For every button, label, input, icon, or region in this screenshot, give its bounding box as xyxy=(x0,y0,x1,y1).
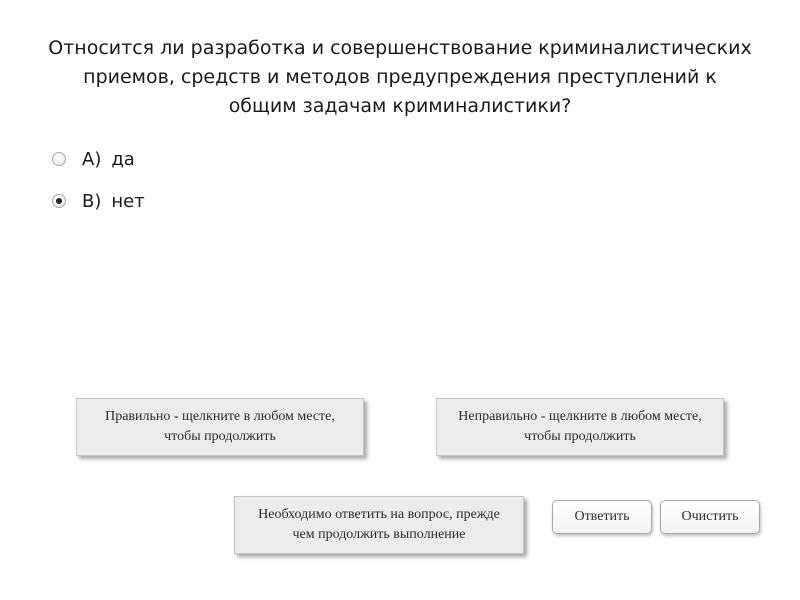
question-line: общим задачам криминалистики? xyxy=(228,95,572,117)
incorrect-feedback-line: чтобы продолжить xyxy=(524,429,636,444)
option-a-label: да xyxy=(111,148,135,170)
answer-required-box xyxy=(234,496,524,554)
correct-feedback-line: Правильно - щелкните в любом месте, xyxy=(105,409,335,424)
incorrect-feedback-box[interactable] xyxy=(436,398,724,456)
option-b[interactable] xyxy=(52,188,145,214)
question-line: приемов, средств и методов предупреждения преступлений к xyxy=(83,66,717,88)
option-b-letter: B) xyxy=(82,190,102,212)
correct-feedback-text xyxy=(105,407,335,447)
submit-button[interactable]: Ответить xyxy=(552,500,652,534)
incorrect-feedback-text xyxy=(458,407,702,447)
radio-option-b[interactable] xyxy=(52,194,66,208)
answer-required-line: чем продолжить выполнение xyxy=(292,527,466,542)
radio-option-a[interactable] xyxy=(52,152,66,166)
question-text xyxy=(30,34,770,121)
correct-feedback-box[interactable] xyxy=(76,398,364,456)
question-line: Относится ли разработка и совершенствование криминалистических xyxy=(48,37,752,59)
option-a-letter: A) xyxy=(82,148,102,170)
answer-required-line: Необходимо ответить на вопрос, прежде xyxy=(258,507,500,522)
option-b-label: нет xyxy=(111,190,145,212)
clear-button[interactable]: Очистить xyxy=(660,500,760,534)
correct-feedback-line: чтобы продолжить xyxy=(164,429,276,444)
incorrect-feedback-line: Неправильно - щелкните в любом месте, xyxy=(458,409,702,424)
option-a[interactable] xyxy=(52,146,135,172)
answer-required-text xyxy=(258,505,500,545)
